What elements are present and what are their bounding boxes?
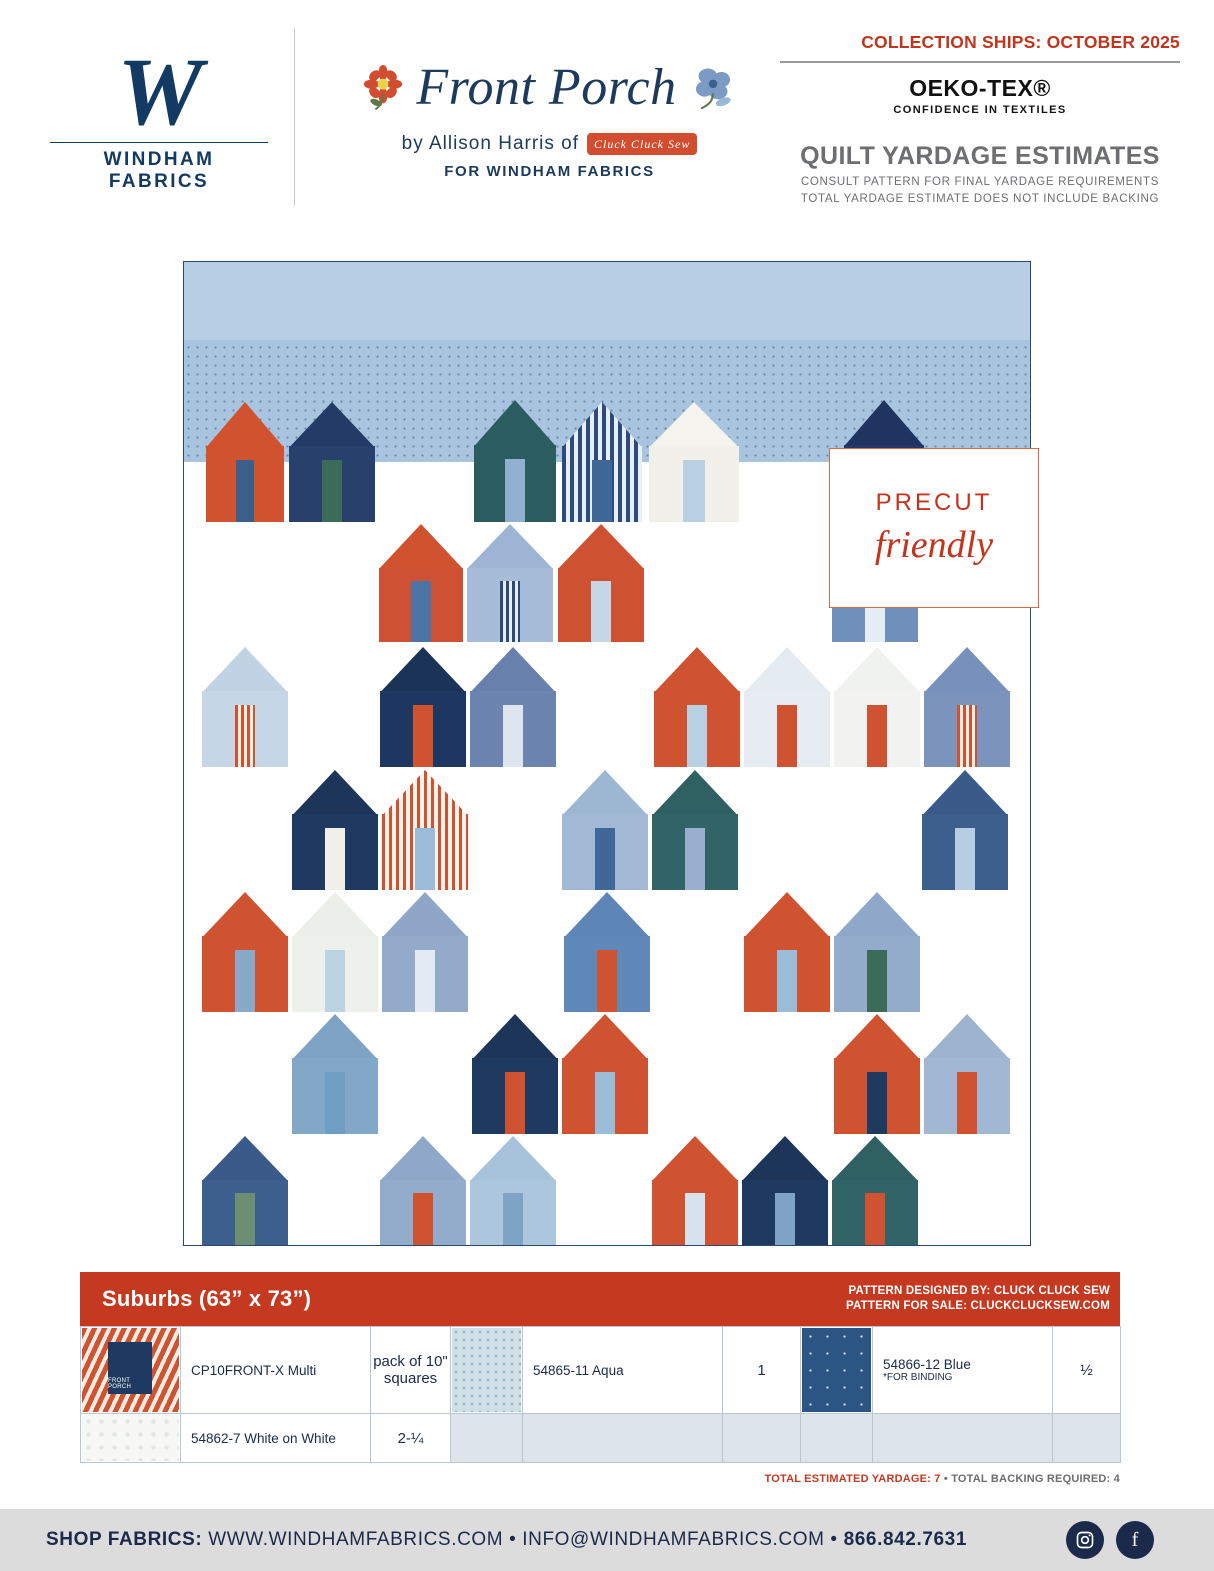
fabric-name: 54862-7 White on White (181, 1414, 371, 1463)
house-block (289, 402, 375, 522)
swatch-cell (81, 1327, 181, 1414)
shop-fabrics-label: SHOP FABRICS: (46, 1529, 203, 1550)
footer-website[interactable]: WWW.WINDHAMFABRICS.COM (208, 1529, 504, 1550)
house-block (744, 647, 830, 767)
ship-date: COLLECTION SHIPS: OCTOBER 2025 (861, 32, 1180, 52)
page-header (0, 0, 1214, 220)
empty-cell (1053, 1414, 1121, 1463)
totals-separator: • (940, 1473, 952, 1485)
fabric-qty: pack of 10" squares (371, 1327, 451, 1414)
footer-sep-2: • (830, 1529, 838, 1550)
fabric-qty: ½ (1053, 1327, 1121, 1414)
house-block (652, 1136, 738, 1246)
footer-email[interactable]: INFO@WINDHAMFABRICS.COM (522, 1529, 825, 1550)
table-row (81, 1414, 1121, 1463)
oeko-tex-subtitle: CONFIDENCE IN TEXTILES (893, 103, 1067, 116)
header-right-block (780, 18, 1180, 205)
page-footer (0, 1509, 1214, 1571)
header-rule (780, 61, 1180, 63)
house-block (742, 1136, 828, 1246)
table-row (81, 1327, 1121, 1414)
byline-text: by Allison Harris of (401, 133, 580, 154)
yardage-title: QUILT YARDAGE ESTIMATES (800, 141, 1160, 170)
instagram-icon[interactable] (1066, 1521, 1104, 1559)
house-block (380, 1136, 466, 1246)
house-block (202, 647, 288, 767)
binding-note: *FOR BINDING (883, 1372, 953, 1383)
house-block (834, 647, 920, 767)
quilt-canvas (183, 261, 1031, 1246)
fabric-name: CP10FRONT-X Multi (181, 1327, 371, 1414)
house-block (292, 1014, 378, 1134)
house-block (202, 892, 288, 1012)
house-block (206, 402, 284, 522)
empty-cell (523, 1414, 723, 1463)
house-block (292, 892, 378, 1012)
footer-sep-1: • (509, 1529, 517, 1550)
house-block (202, 1136, 288, 1246)
fabric-table (80, 1326, 1121, 1463)
collection-block (319, 18, 780, 180)
house-block (472, 1014, 558, 1134)
house-block (467, 524, 553, 642)
friendly-label: friendly (874, 524, 994, 566)
house-block (380, 647, 466, 767)
house-block (564, 892, 650, 1012)
house-block (474, 400, 556, 522)
brand-logo (34, 18, 284, 193)
footer-phone: 866.842.7631 (843, 1529, 968, 1550)
yardage-note-1: CONSULT PATTERN FOR FINAL YARDAGE REQUIREMENTS (800, 175, 1160, 188)
house-block (382, 892, 468, 1012)
house-block (562, 402, 642, 522)
house-block (834, 892, 920, 1012)
aqua-swatch (452, 1328, 521, 1412)
empty-cell (723, 1414, 801, 1463)
fabric-name-with-note (873, 1327, 1053, 1414)
house-block (922, 770, 1008, 890)
total-backing: TOTAL BACKING REQUIRED: 4 (951, 1473, 1120, 1485)
precut-label: PRECUT (875, 489, 993, 516)
quilt-info-header (80, 1272, 1120, 1326)
yardage-table-block (80, 1272, 1120, 1485)
navy-swatch (802, 1328, 871, 1412)
house-block (470, 1136, 556, 1246)
fabric-name: 54865-11 Aqua (523, 1327, 723, 1414)
empty-cell (801, 1414, 873, 1463)
white-on-white-swatch (82, 1415, 179, 1461)
house-block (379, 524, 463, 642)
collection-byline (402, 133, 698, 155)
flower-blue-icon (687, 66, 739, 110)
yardage-note-2: TOTAL YARDAGE ESTIMATE DOES NOT INCLUDE BACKING (800, 192, 1160, 205)
house-block (470, 647, 556, 767)
house-block (292, 770, 378, 890)
precut-friendly-badge (829, 448, 1039, 608)
header-divider (294, 28, 295, 206)
swatch-cell (801, 1327, 873, 1414)
empty-cell (873, 1414, 1053, 1463)
totals-row (80, 1463, 1120, 1485)
quilt-sky-top (184, 262, 1030, 340)
house-block (744, 892, 830, 1012)
pattern-for-sale: PATTERN FOR SALE: CLUCKCLUCKSEW.COM (845, 1300, 1110, 1312)
pattern-credits (846, 1284, 1110, 1314)
oeko-tex-label: OEKO-TEX® (909, 74, 1051, 101)
windham-w-mark: W (117, 38, 201, 145)
swatch-cell (81, 1414, 181, 1463)
house-block (652, 770, 738, 890)
cluck-cluck-sew-badge: Cluck Cluck Sew (587, 133, 697, 155)
pattern-designed-by: PATTERN DESIGNED BY: CLUCK CLUCK SEW (848, 1285, 1110, 1297)
fabric-name: 54866-12 Blue (883, 1357, 971, 1372)
fabric-qty: 2-¼ (371, 1414, 451, 1463)
fabric-qty: 1 (723, 1327, 801, 1414)
precut-bundle-swatch: FRONT PORCH (82, 1328, 179, 1412)
brand-name: WINDHAM FABRICS (50, 142, 268, 193)
house-block (558, 524, 644, 642)
house-block (562, 770, 648, 890)
empty-cell (451, 1414, 523, 1463)
house-block (382, 770, 468, 890)
quilt-name: Suburbs (63” x 73”) (102, 1286, 312, 1311)
swatch-cell (451, 1327, 523, 1414)
quilt-image (183, 261, 1031, 1246)
flower-red-icon (360, 65, 406, 111)
social-links (1066, 1521, 1154, 1559)
house-block (832, 1136, 918, 1246)
house-block (924, 647, 1010, 767)
facebook-icon[interactable]: f (1116, 1521, 1154, 1559)
house-block (834, 1014, 920, 1134)
house-block (654, 647, 740, 767)
house-block (562, 1014, 648, 1134)
house-block (649, 402, 739, 522)
collection-title: Front Porch (416, 59, 677, 116)
footer-text (46, 1529, 967, 1551)
house-block (924, 1014, 1010, 1134)
collection-for-line: FOR WINDHAM FABRICS (444, 163, 655, 180)
total-yardage: TOTAL ESTIMATED YARDAGE: 7 (764, 1473, 941, 1485)
